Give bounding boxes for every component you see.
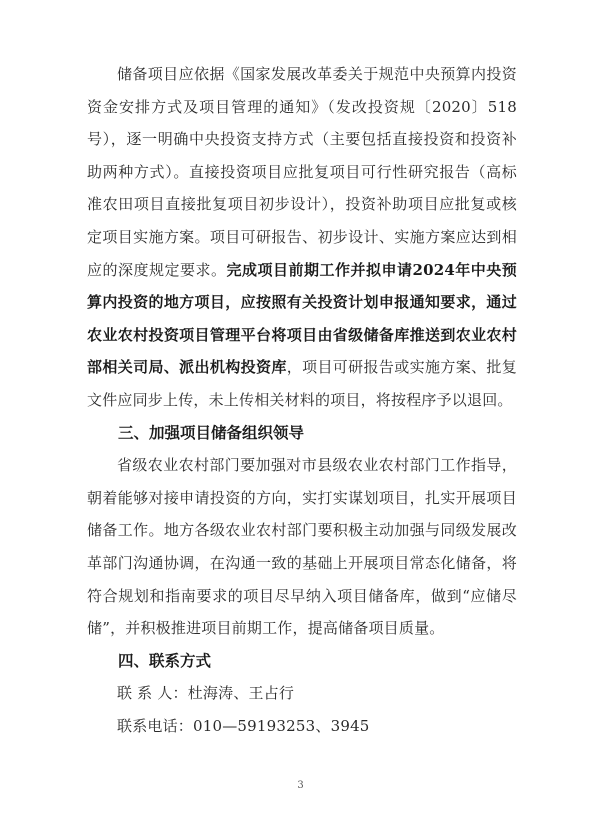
paragraph-tail-text: ，项目可研报告或实施方案、批复文件应同步上传，未上传相关材料的项目，将按程序予以退回。: [87, 358, 517, 409]
paragraph-section-3: 省级农业农村部门要加强对市县级农业农村部门工作指导，朝着能够对接申请投资的方向，实打实谋划项目，扎实开展项目储备工作。地方各级农业农村部门要积极主动加强与同级发展改革部门沟通协调，在沟通一致的基础上开展项目常态化储备，将符合规划和指南要求的项目尽早纳入项目储备库，做到“应储尽储”，并积极推进项目前期工作，提高储备项目质量。: [87, 456, 517, 638]
contact-phone: 联系电话：010—59193253、3945: [117, 716, 370, 735]
paragraph-bold-text: 完成项目前期工作并拟申请2024年中央预算内投资的地方项目，应按照有关投资计划申报通知要求，通过农业农村投资项目管理平台将项目由省级储备库推送到农业农村部相关司局、派出机构投资库: [87, 260, 517, 377]
section-heading-4: 四、联系方式: [118, 651, 212, 670]
paragraph-project-requirements: [87, 58, 517, 417]
section-heading-3: 三、加强项目储备组织领导: [118, 423, 305, 442]
page-number: 3: [297, 780, 304, 791]
paragraph-normal-text: 储备项目应依据《国家发展改革委关于规范中央预算内投资资金安排方式及项目管理的通知》（发改投资规〔2020〕518号），逐一明确中央投资支持方式（主要包括直接投资和投资补助两种方式）。直接投资项目应批复项目可行性研究报告（高标准农田项目直接批复项目初步设计），投资补助项目应批复或核定项目实施方案。项目可研报告、初步设计、实施方案应达到相应的深度规定要求。: [87, 65, 517, 279]
contact-person: 联 系 人：杜海涛、王占行: [117, 684, 295, 703]
document-body: [87, 58, 517, 742]
